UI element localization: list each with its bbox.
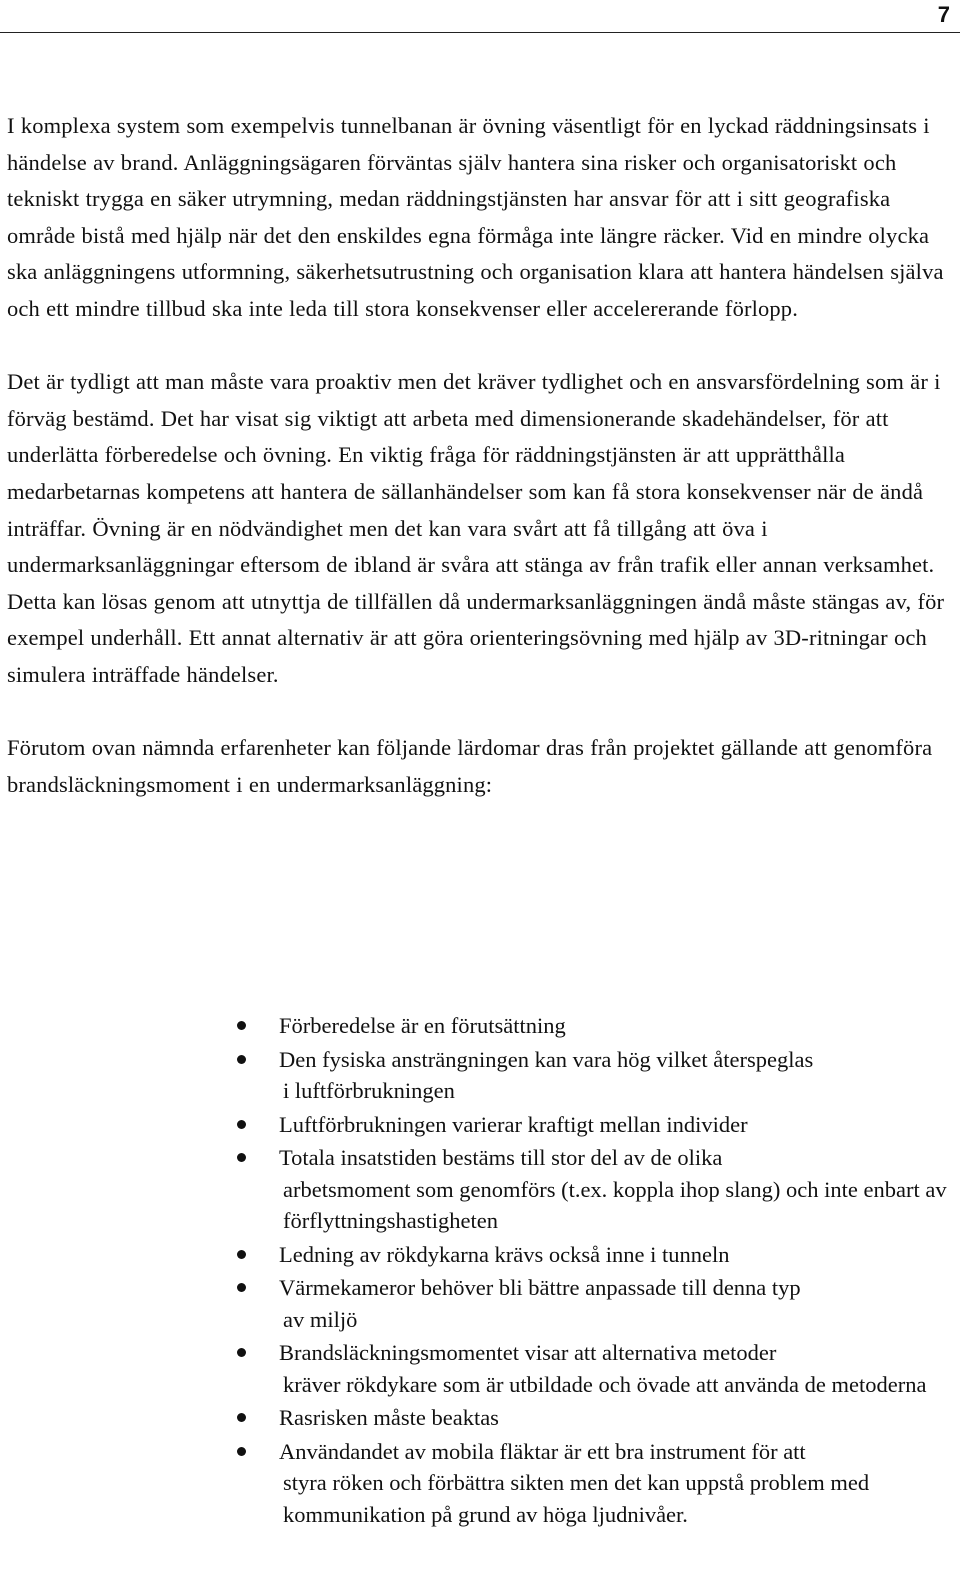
lessons-list	[233, 1010, 953, 1532]
list-item	[233, 1044, 953, 1107]
list-item	[233, 1402, 953, 1434]
list-item-continuation: kräver rökdykare som är utbildade och övade att använda de metoderna	[283, 1371, 927, 1397]
paragraph-1: I komplexa system som exempelvis tunnelbanan är övning väsentligt för en lyckad räddningsinsats i händelse av brand. Anläggningsägaren förväntas själv hantera sina risker och organisatoriskt och tekniskt trygga en säker utrymning, medan räddningstjänsten har ansvar för att i sitt geografiska område bistå med hjälp när det den enskildes egna förmåga inte längre räcker. Vid en mindre olycka ska anläggningens utformning, säkerhetsutrustning och organisation klara att hantera händelsen själva och ett mindre tillbud ska inte leda till stora konsekvenser eller accelererande förlopp.	[7, 113, 944, 321]
list-item-text: Luftförbrukningen varierar kraftigt mellan individer	[279, 1111, 748, 1137]
list-item	[233, 1239, 953, 1271]
list-item-continuation: arbetsmoment som genomförs (t.ex. koppla ihop slang) och inte enbart av förflyttningshastigheten	[283, 1176, 947, 1233]
list-item-continuation: i luftförbrukningen	[283, 1078, 455, 1103]
page-number: 7	[937, 2, 950, 27]
list-item	[233, 1337, 953, 1400]
list-item-continuation: av miljö	[283, 1306, 358, 1332]
list-item-text: Den fysiska ansträngningen kan vara hög vilket återspeglas	[279, 1046, 814, 1072]
list-item-text: Förberedelse är en förutsättning	[279, 1013, 566, 1038]
list-item-text: Brandsläckningsmomentet visar att alternativa metoder	[279, 1340, 777, 1365]
paragraph-3: Förutom ovan nämnda erfarenheter kan följande lärdomar dras från projektet gällande att genomföra brandsläckningsmoment i en undermarksanläggning:	[7, 735, 933, 797]
list-item	[233, 1272, 953, 1335]
list-item-text: Totala insatstiden bestäms till stor del av de olika	[279, 1145, 723, 1170]
list-item	[233, 1109, 953, 1141]
list-item	[233, 1142, 953, 1237]
list-item-continuation: styra röken och förbättra sikten men det kan uppstå problem med kommunikation på grund av höga ljudnivåer.	[283, 1470, 870, 1527]
list-item-text: Rasrisken måste beaktas	[279, 1405, 499, 1430]
list-item-text: Ledning av rökdykarna krävs också inne i tunneln	[279, 1241, 730, 1267]
list-item-text: Användandet av mobila fläktar är ett bra instrument för att	[279, 1438, 806, 1464]
list-item	[233, 1436, 953, 1531]
bullet-icon	[237, 1153, 246, 1162]
bullet-icon	[237, 1021, 246, 1030]
bullet-icon	[237, 1447, 246, 1456]
bullet-icon	[237, 1250, 246, 1259]
bullet-icon	[237, 1055, 246, 1064]
body-text	[7, 108, 952, 803]
paragraph-2: Det är tydligt att man måste vara proaktiv men det kräver tydlighet och en ansvarsfördelning som är i förväg bestämd. Det har visat sig viktigt att arbeta med dimensionerande skadehändelser, för att underlätta förberedelse och övning. En viktig fråga för räddningstjänsten är att upprätthålla medarbetarnas kompetens att hantera de sällanhändelser som kan få stora konsekvenser när de ändå inträffar. Övning är en nödvändighet men det kan vara svårt att få tillgång att öva i undermarksanläggningar eftersom de ibland är svåra att stänga av från trafik eller annan verksamhet. Detta kan lösas genom att utnyttja de tillfällen då undermarksanläggningen ändå måste stängas av, för exempel underhåll. Ett annat alternativ är att göra orienteringsövning med hjälp av 3D-ritningar och simulera inträffade händelser.	[7, 369, 945, 687]
list-item	[233, 1010, 953, 1042]
bullet-icon	[237, 1120, 246, 1129]
bullet-icon	[237, 1283, 246, 1292]
bullet-icon	[237, 1413, 246, 1422]
bullet-icon	[237, 1348, 246, 1357]
list-item-text: Värmekameror behöver bli bättre anpassade till denna typ	[279, 1275, 801, 1300]
header-rule	[0, 32, 960, 33]
